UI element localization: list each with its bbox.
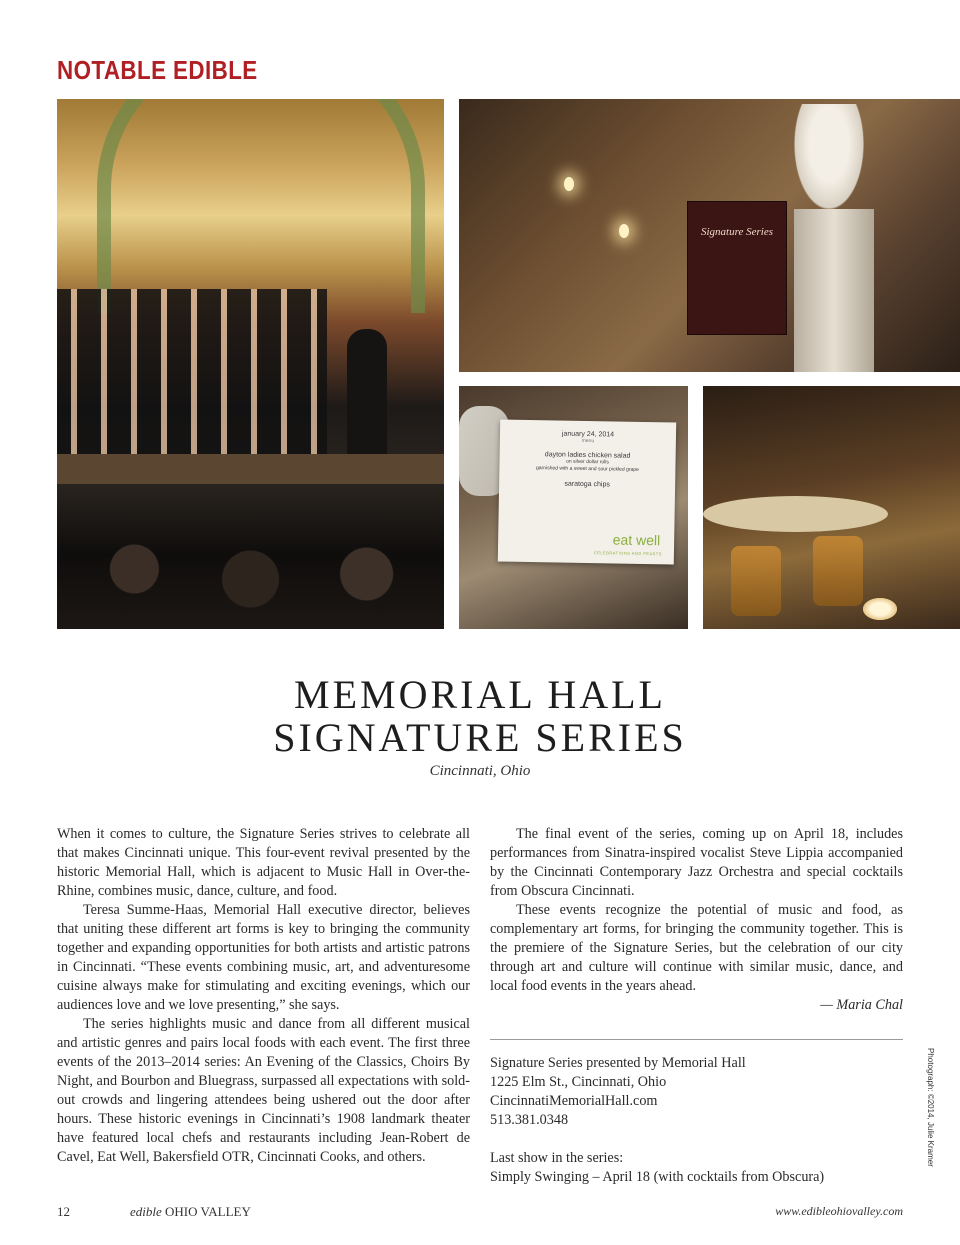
author-byline: — Maria Chal	[820, 997, 903, 1013]
menu-dish: dayton ladies chicken salad	[544, 451, 631, 460]
candle	[863, 598, 897, 620]
stage-arch	[97, 99, 425, 313]
info-phone: 513.381.0348	[490, 1112, 569, 1128]
signature-series-poster	[687, 201, 787, 335]
ceiling-lamp	[564, 177, 574, 191]
magazine-website: www.edibleohiovalley.com	[775, 1204, 903, 1218]
page-number: 12	[57, 1204, 70, 1219]
info-address: 1225 Elm St., Cincinnati, Ohio	[490, 1074, 667, 1090]
eat-well-tagline: CELEBRATIONS AND FEASTS	[593, 550, 662, 557]
poster-title: Signature Series	[701, 226, 773, 238]
stage-floor	[57, 454, 444, 484]
article-location: Cincinnati, Ohio	[429, 763, 531, 779]
audience-heads	[57, 529, 444, 629]
menu-line: garnished with a sweet and sour pickled grape	[535, 465, 639, 473]
menu-line: on silver dollar rolls	[566, 458, 609, 466]
food-platter-photo	[703, 386, 960, 629]
pickle-jar	[813, 536, 863, 606]
paragraph: These events recognize the potential of music and food, as complementary art forms, for bringing the community together. This is the premiere of the Signature Series, but the celebration of our city through art and culture will continue with similar music, dance, and local food events in the years ahead.	[490, 902, 903, 994]
menu-card	[498, 419, 676, 564]
paragraph: The final event of the series, coming up on April 18, includes performances from Sinatra-inspired vocalist Steve Lippia accompanied by the Cincinnati Contemporary Jazz Orchestra and special cocktails from Obscura Cincinnati.	[490, 826, 903, 899]
article-column-2	[490, 825, 903, 1015]
eat-well-logo: eat well	[612, 531, 661, 549]
menu-date: january 24, 2014	[561, 430, 615, 439]
article-title-line2: SIGNATURE SERIES	[273, 715, 687, 760]
photo-credit-text: Photograph: ©2014, Julie Kramer	[926, 1048, 935, 1167]
magazine-name	[130, 1204, 251, 1220]
ceiling-lamp	[619, 224, 629, 238]
choir-photo	[57, 99, 444, 629]
marble-pedestal	[794, 209, 874, 372]
article-title-line1: MEMORIAL HALL	[294, 672, 666, 717]
choir-singers	[57, 289, 327, 459]
menu-chips: saratoga chips	[564, 480, 610, 489]
photo-credit	[923, 1048, 937, 1168]
event-info-box	[490, 1054, 903, 1187]
info-last-show: Simply Swinging – April 18 (with cocktails from Obscura)	[490, 1169, 825, 1185]
magazine-name-italic: edible	[130, 1204, 162, 1219]
info-last-show-label: Last show in the series:	[490, 1150, 624, 1166]
lobby-photo	[459, 99, 960, 372]
pickle-jar	[731, 546, 781, 616]
paragraph: When it comes to culture, the Signature Series strives to celebrate all that makes Cincinnati unique. This four-event revival presented by the historic Memorial Hall, which is adjacent to Music Hall in Over-the-Rhine, combines music, dance, culture, and food.	[57, 826, 470, 899]
menu-card-photo	[459, 386, 688, 629]
magazine-name-rest: OHIO VALLEY	[161, 1204, 251, 1219]
menu-subtitle: menu	[581, 437, 595, 445]
divider-rule	[490, 1039, 903, 1040]
appetizer-platter	[703, 496, 888, 532]
section-label: NOTABLE EDIBLE	[57, 55, 258, 85]
article-column-1	[57, 825, 470, 1167]
marble-bust	[789, 104, 869, 219]
info-presenter: Signature Series presented by Memorial Hall	[490, 1055, 746, 1071]
info-website: CincinnatiMemorialHall.com	[490, 1093, 658, 1109]
paragraph: The series highlights music and dance from all different musical and artistic genres and pairs local foods with each event. The first three events of the 2013–2014 series: An Evening of the Classics, Choirs By Night, and Bourbon and Bluegrass, surpassed all expectations with sold-out crowds and lingering attendees being ushered out the door after hours. These historic evenings in Cincinnati’s 1908 landmark theater have featured local chefs and restaurants including Jean-Robert de Cavel, Eat Well, Bakersfield OTR, Cincinnati Cooks, and others.	[57, 1016, 470, 1165]
paragraph: Teresa Summe-Haas, Memorial Hall executive director, believes that uniting these different art forms is key to bringing the community together and expanding opportunities for both artists and artistic patrons in Cincinnati. “These events combining music, art, and adventuresome cuisine always make for stimulating and exciting evenings, which our audiences love and we love presenting,” she says.	[57, 902, 470, 1013]
